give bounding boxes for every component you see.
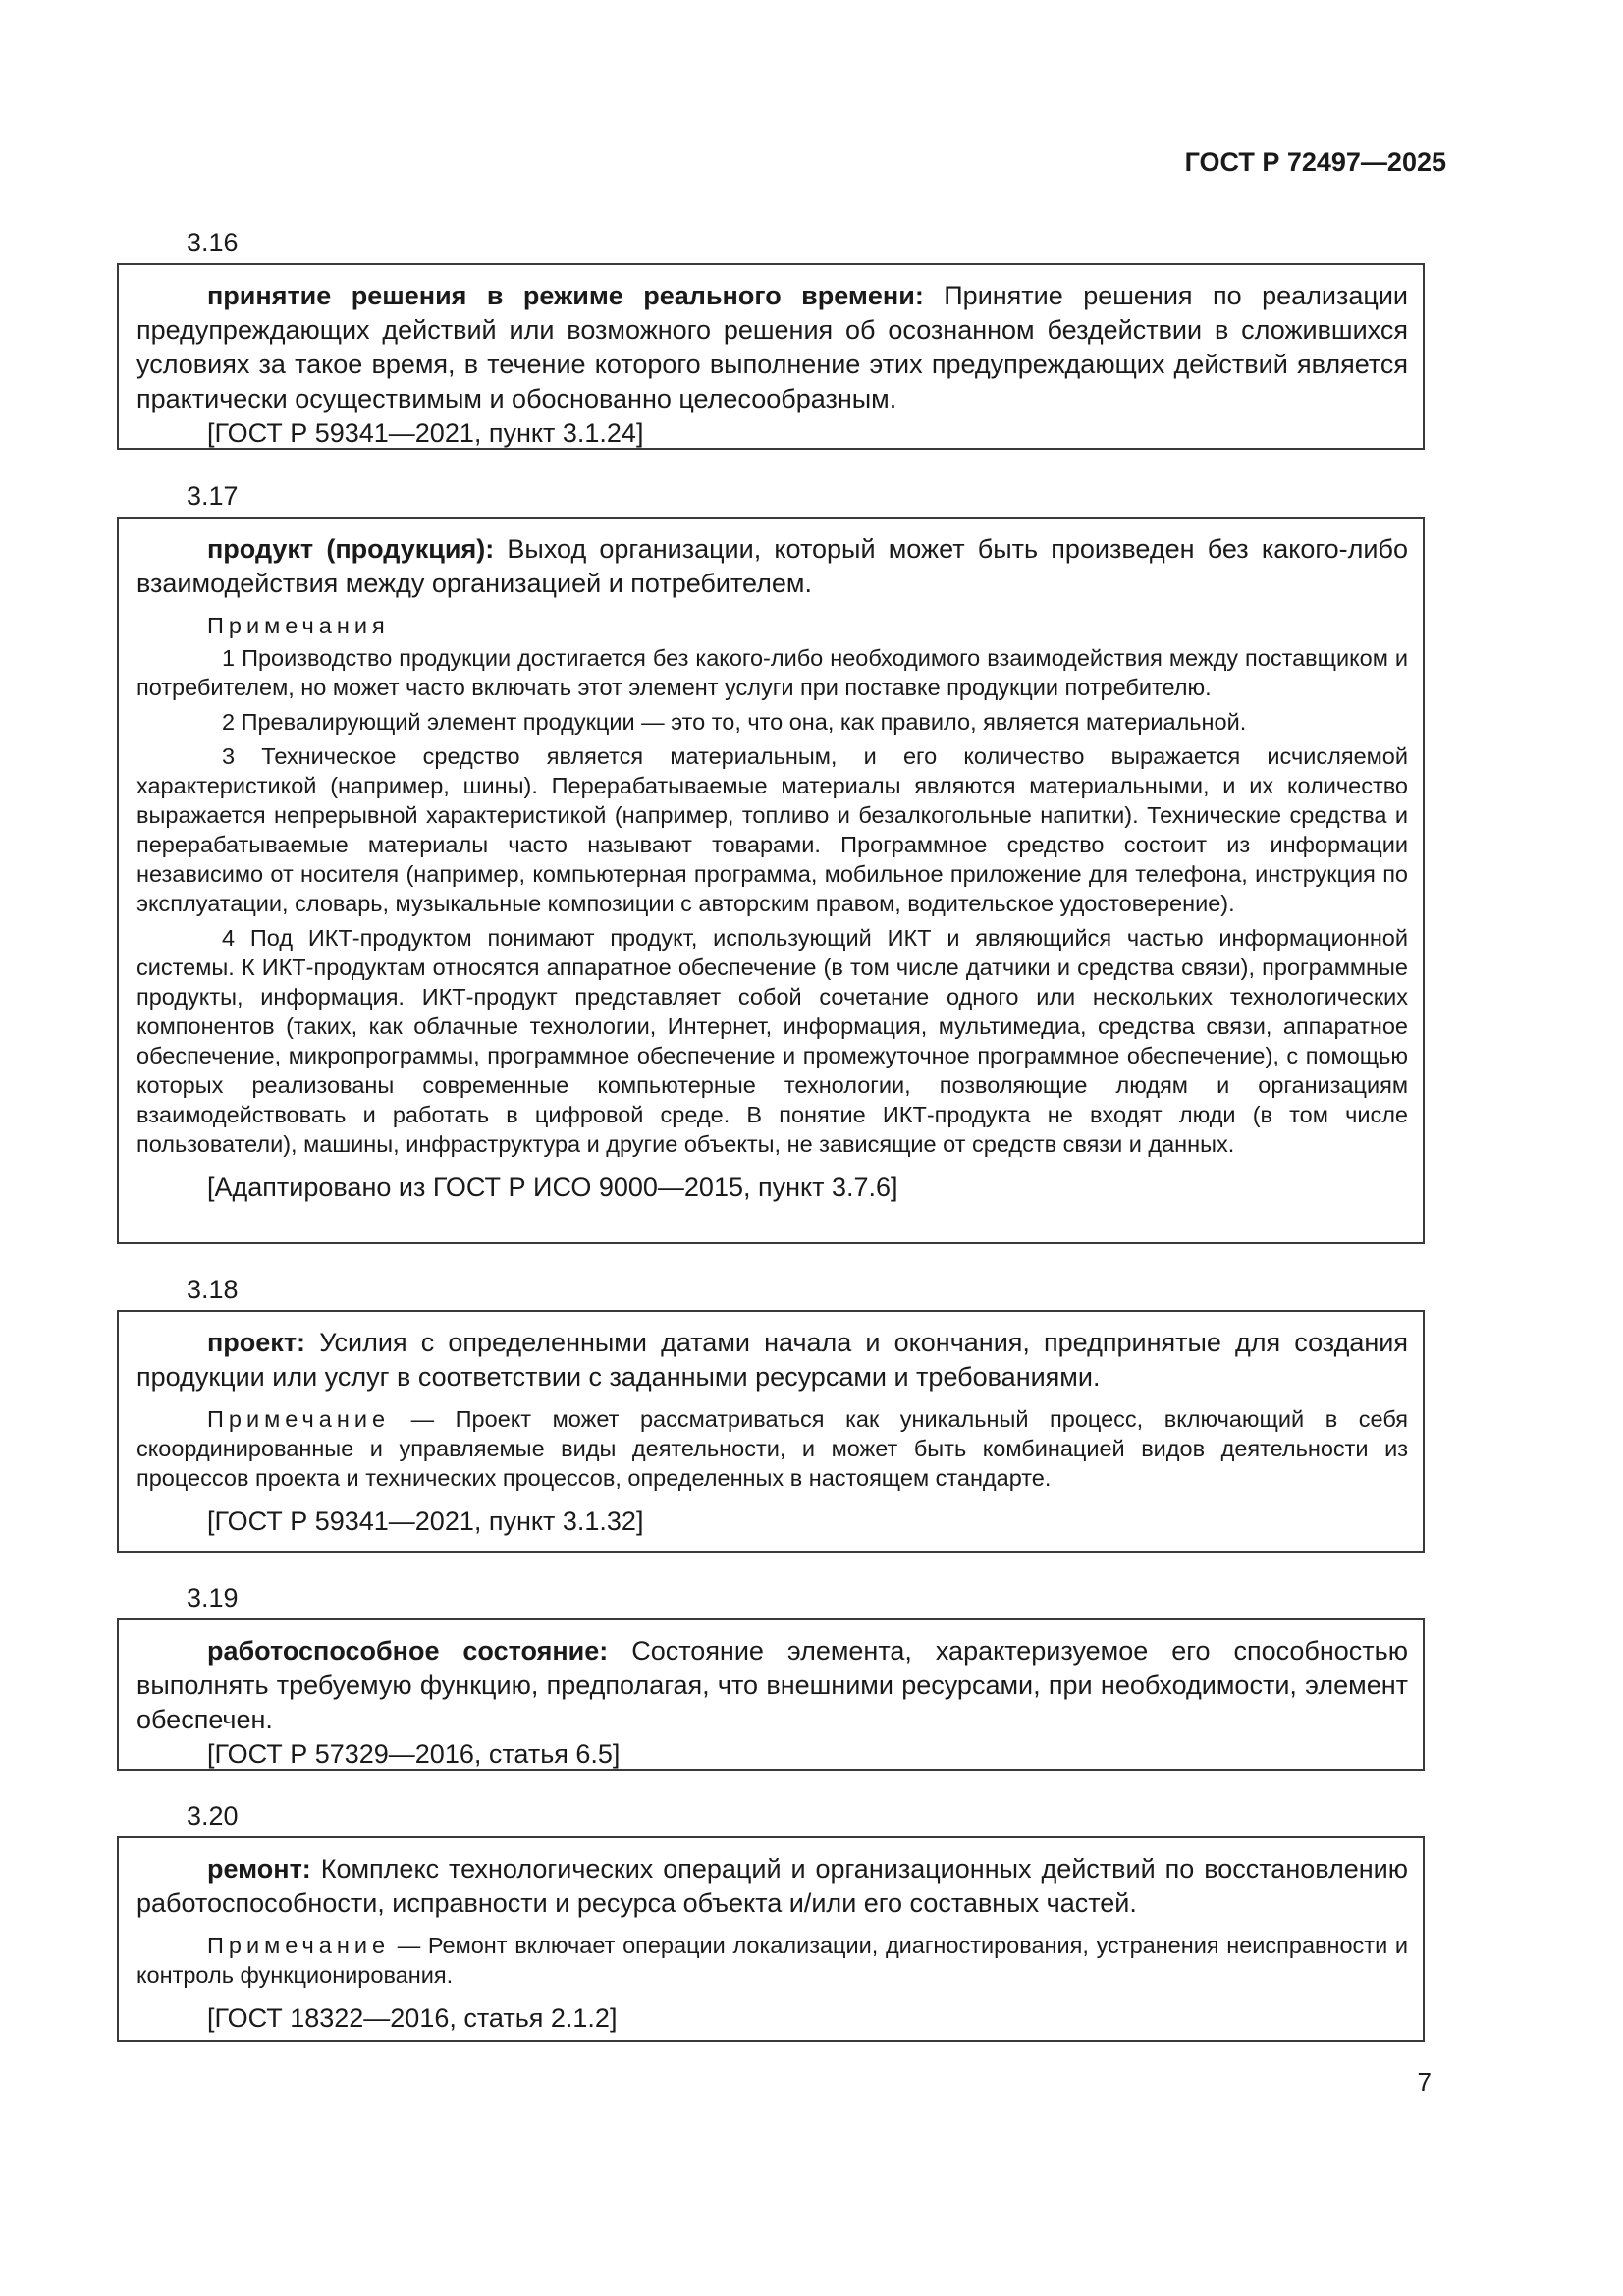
term-definition [136, 279, 1408, 416]
term-definition-text: Состояние элемента, характеризуемое его способностью выполнять требуемую функцию, предполагая, что внешними ресурсами, при необходимости, элемент обеспечен. [136, 1636, 1408, 1734]
term-box [117, 517, 1425, 1244]
term-number: 3.19 [187, 1583, 239, 1613]
term-box [117, 263, 1425, 450]
note-item: 2 Превалирующий элемент продукции — это то, что она, как правило, является материальной. [222, 709, 1247, 735]
term-source: [ГОСТ Р 59341—2021, пункт 3.1.32] [207, 1506, 644, 1536]
note-item: 3 Техническое средство является материальным, и его количество выражается исчисляемой характеристикой (например, шины). Перерабатываемые материалы являются материальными, и их количество выражается непрерывной характеристикой (например, топливо и безалкогольные напитки). Технические средства и перерабатываемые материалы часто называют товарами. Программное средство состоит из информации независимо от носителя (например, компьютерная программа, мобильное приложение для телефона, инструкция по эксплуатации, словарь, музыкальные композиции с авторским правом, водительское удостоверение). [136, 743, 1408, 916]
term-source: [ГОСТ 18322—2016, статья 2.1.2] [207, 2003, 618, 2033]
term-source: [Адаптировано из ГОСТ Р ИСО 9000—2015, пункт 3.7.6] [207, 1173, 898, 1202]
term-note [136, 1931, 1408, 1990]
term-number: 3.18 [187, 1275, 239, 1304]
page-number: 7 [1417, 2067, 1432, 2097]
note-item: 4 Под ИКТ-продуктом понимают продукт, использующий ИКТ и являющийся частью информационной системы. К ИКТ-продуктам относятся аппаратное обеспечение (в том числе датчики и средства связи), программные продукты, информация. ИКТ-продукт представляет собой сочетание одного или нескольких технологических компонентов (таких, как облачные технологии, Интернет, информация, мультимедиа, средства связи, аппаратное обеспечение, микропрограммы, программное обеспечение и промежуточное программное обеспечение), с помощью которых реализованы современные компьютерные технологии, позволяющие людям и организациям взаимодействовать и работать в цифровой среде. В понятие ИКТ-продукта не входят люди (в том числе пользователи), машины, инфраструктура и другие объекты, не зависящие от средств связи и данных. [136, 925, 1408, 1157]
notes-heading: Примечания [207, 613, 390, 638]
term-definition-text: Усилия с определенными датами начала и окончания, предпринятые для создания продукции или услуг в соответствии с заданными ресурсами и требованиями. [136, 1328, 1408, 1392]
note-text: — Ремонт включает операции локализации, диагностирования, устранения неисправности и контроль функционирования. [136, 1933, 1408, 1988]
term-number: 3.17 [187, 481, 239, 511]
term-box [117, 1310, 1425, 1553]
term-definition [136, 1852, 1408, 1921]
term-source: [ГОСТ Р 57329—2016, статья 6.5] [207, 1739, 621, 1769]
note-label: Примечание [207, 1933, 391, 1958]
term-source: [ГОСТ Р 59341—2021, пункт 3.1.24] [207, 418, 644, 448]
note-text: — Проект может рассматриваться как уникальный процесс, включающий в себя скоординированные и управляемые виды деятельности, и может быть комбинацией видов деятельности из процессов проекта и технических процессов, определенных в настоящем стандарте. [136, 1406, 1408, 1491]
note-label: Примечание [207, 1406, 391, 1432]
term-name: работоспособное состояние: [207, 1636, 609, 1666]
term-definition-text: Принятие решения по реализации предупреждающих действий или возможного решения об осознанном бездействии в сложившихся условиях за такое время, в течение которого выполнение этих предупреждающих действий является практически осуществимым и обоснованно целесообразным. [136, 281, 1408, 413]
term-definition-text: Выход организации, который может быть произведен без какого-либо взаимодействия между организацией и потребителем. [136, 534, 1408, 598]
term-number: 3.16 [187, 228, 239, 257]
term-box [117, 1836, 1425, 2042]
term-definition [136, 1326, 1408, 1394]
term-name: продукт (продукция): [207, 534, 495, 564]
term-number: 3.20 [187, 1801, 239, 1831]
term-definition [136, 1634, 1408, 1737]
term-name: проект: [207, 1328, 306, 1357]
term-definition-text: Комплекс технологических операций и организационных действий по восстановлению работоспособности, исправности и ресурса объекта и/или его составных частей. [136, 1854, 1408, 1918]
term-box [117, 1618, 1425, 1771]
term-definition [136, 532, 1408, 601]
term-name: ремонт: [207, 1854, 311, 1884]
term-name: принятие решения в режиме реального времени: [207, 281, 924, 310]
note-item: 1 Производство продукции достигается без какого-либо необходимого взаимодействия между поставщиком и потребителем, но может часто включать этот элемент услуги при поставке продукции потребителю. [136, 645, 1408, 700]
term-note [136, 1404, 1408, 1493]
standard-header: ГОСТ Р 72497—2025 [1184, 147, 1446, 177]
